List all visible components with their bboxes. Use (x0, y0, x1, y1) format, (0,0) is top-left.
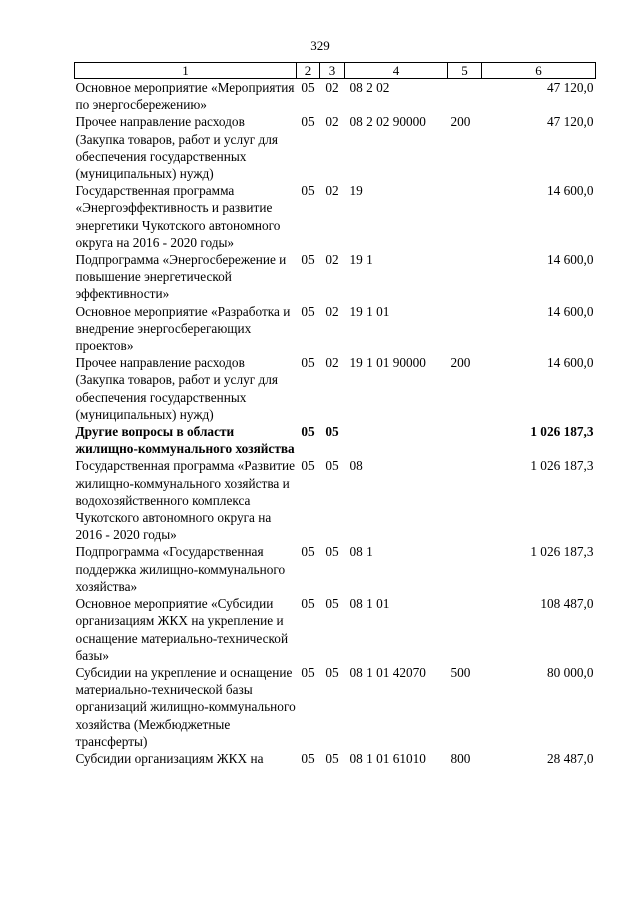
row-target-article: 08 1 (349, 544, 373, 560)
row-target-article: 08 1 01 61010 (349, 750, 426, 766)
row-expense-type (448, 303, 482, 355)
table-header (75, 63, 596, 79)
row-subsection: 05 (325, 544, 339, 560)
row-name: Основное мероприятие «Разработка и внедрение энергосберегающих проектов» (75, 303, 291, 354)
row-expense-type (448, 251, 482, 303)
table-row (75, 457, 596, 543)
row-target-article: 19 1 01 (349, 303, 390, 319)
row-amount: 14 600,0 (546, 252, 594, 268)
row-name: Прочее направление расходов (Закупка товаров, работ и услуг для обеспечения государственных (муниципальных) нужд) (75, 114, 279, 182)
row-target-article: 08 (349, 458, 363, 474)
row-name: Подпрограмма «Государственная поддержка жилищно-коммунального хозяйства» (75, 544, 286, 594)
row-section: 05 (301, 424, 315, 440)
row-target-article: 08 1 01 (349, 596, 390, 612)
row-subsection: 02 (325, 252, 339, 268)
row-section: 05 (301, 458, 315, 474)
row-section: 05 (301, 303, 315, 319)
row-target-article: 08 1 01 42070 (349, 664, 426, 680)
row-subsection: 05 (325, 458, 339, 474)
row-name: Подпрограмма «Энергосбережение и повышение энергетической эффективности» (75, 252, 287, 302)
row-expense-type: 800 (450, 750, 471, 766)
column-header-6: 6 (482, 63, 596, 79)
row-section: 05 (301, 664, 315, 680)
table-body (75, 79, 596, 768)
row-amount: 28 487,0 (546, 750, 594, 766)
budget-table (74, 62, 596, 767)
column-header-1: 1 (75, 63, 297, 79)
row-name: Прочее направление расходов (Закупка товаров, работ и услуг для обеспечения государственных (муниципальных) нужд) (75, 355, 279, 422)
row-expense-type (448, 182, 482, 251)
row-amount: 47 120,0 (546, 114, 594, 130)
row-name: Государственная программа «Развитие жилищно-коммунального хозяйства и водохозяйственного комплекса Чукотского автономного округа на 2016 - 2020 годы» (75, 458, 296, 543)
row-subsection: 02 (325, 80, 339, 95)
row-amount: 1 026 187,3 (530, 544, 594, 560)
row-subsection: 02 (325, 355, 339, 371)
row-target-article (345, 423, 448, 457)
row-name: Государственная программа «Энергоэффективность и развитие энергетики Чукотского автономного округа на 2016 - 2020 годы» (75, 183, 281, 250)
row-expense-type: 200 (450, 355, 471, 371)
row-section: 05 (301, 596, 315, 612)
row-name: Основное мероприятие «Мероприятия по энергосбережению» (75, 80, 295, 113)
row-target-article: 19 (349, 183, 363, 199)
row-section: 05 (301, 252, 315, 268)
row-subsection: 02 (325, 303, 339, 319)
row-name: Субсидии на укрепление и оснащение материально-технической базы организаций жилищно-коммунального хозяйства (Межбюджетные трансферты) (75, 664, 296, 749)
row-section: 05 (301, 544, 315, 560)
table-row (75, 79, 596, 114)
table-row (75, 113, 596, 182)
row-amount: 14 600,0 (546, 355, 594, 371)
row-expense-type (448, 457, 482, 543)
row-expense-type (448, 543, 482, 595)
column-header-3: 3 (320, 63, 345, 79)
row-expense-type (448, 79, 482, 114)
column-header-5: 5 (448, 63, 482, 79)
row-expense-type (448, 595, 482, 664)
table-row (75, 303, 596, 355)
table-row (75, 664, 596, 750)
table-row (75, 543, 596, 595)
row-amount: 14 600,0 (546, 183, 594, 199)
table-row (75, 182, 596, 251)
column-header-2: 2 (297, 63, 320, 79)
row-section: 05 (301, 114, 315, 130)
row-section: 05 (301, 80, 315, 95)
row-expense-type (448, 423, 482, 457)
row-subsection: 05 (325, 750, 339, 766)
row-subsection: 05 (325, 424, 339, 440)
row-section: 05 (301, 750, 315, 766)
table-row (75, 354, 596, 423)
page-number: 329 (310, 38, 330, 53)
row-expense-type: 500 (450, 664, 471, 680)
row-amount: 1 026 187,3 (530, 424, 594, 440)
row-target-article: 08 2 02 90000 (349, 114, 426, 130)
row-target-article: 19 1 (349, 252, 373, 268)
row-section: 05 (301, 355, 315, 371)
table-row (75, 595, 596, 664)
row-subsection: 02 (325, 114, 339, 130)
table-row (75, 423, 596, 457)
row-amount: 47 120,0 (546, 80, 594, 95)
row-target-article: 08 2 02 (349, 80, 390, 95)
row-amount: 108 487,0 (540, 596, 594, 612)
row-amount: 80 000,0 (546, 664, 594, 680)
header-row (75, 63, 596, 79)
table-row (75, 251, 596, 303)
row-section: 05 (301, 183, 315, 199)
row-amount: 14 600,0 (546, 303, 594, 319)
row-target-article: 19 1 01 90000 (349, 355, 426, 371)
row-name: Другие вопросы в области жилищно-коммунального хозяйства (75, 424, 295, 457)
table-row (75, 750, 596, 767)
row-subsection: 05 (325, 664, 339, 680)
row-expense-type: 200 (450, 114, 471, 130)
row-name: Субсидии организациям ЖКХ на (75, 750, 264, 766)
row-subsection: 02 (325, 183, 339, 199)
column-header-4: 4 (345, 63, 448, 79)
row-amount: 1 026 187,3 (530, 458, 594, 474)
row-subsection: 05 (325, 596, 339, 612)
row-name: Основное мероприятие «Субсидии организациям ЖКХ на укрепление и оснащение материально-технической базы» (75, 596, 289, 663)
